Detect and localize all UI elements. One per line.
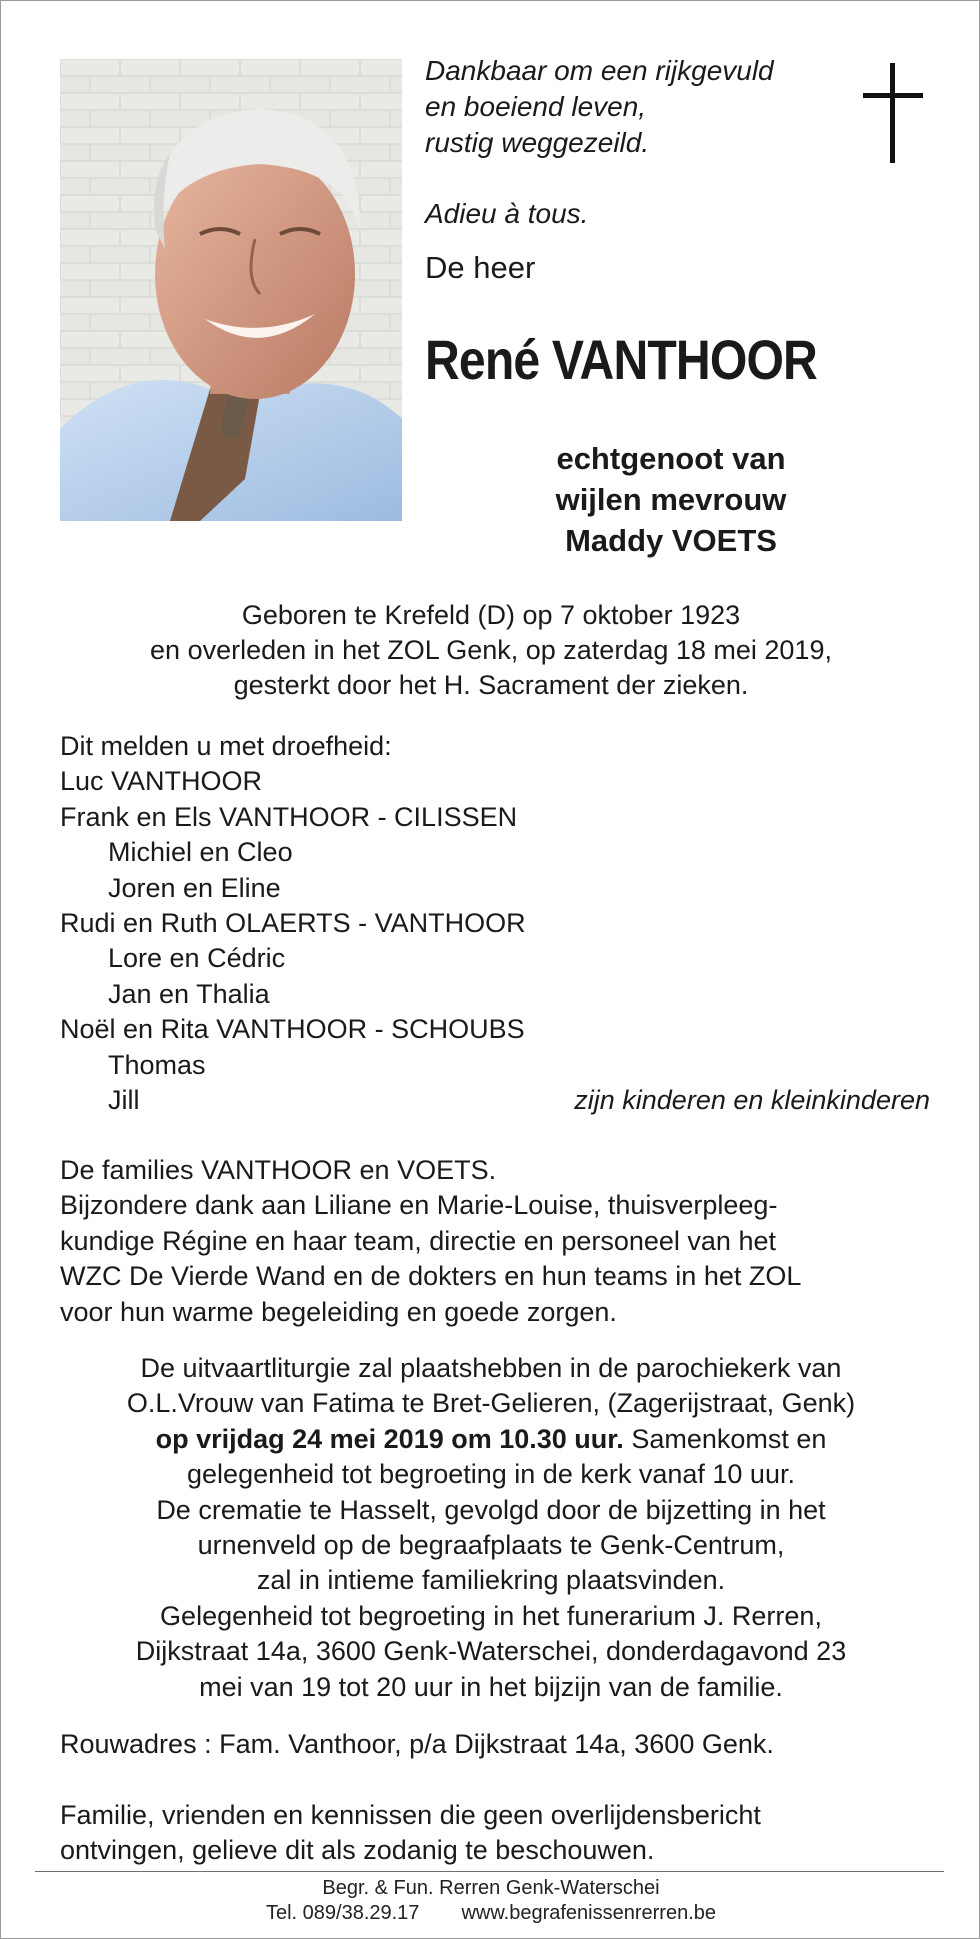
cross-icon [863,63,923,163]
birth-death-line: en overleden in het ZOL Genk, op zaterdag 18 mei 2019, [150,635,832,665]
family-member: Jill [108,1084,140,1115]
farewell-text: Adieu à tous. [425,198,589,229]
family-member: Lore en Cédric [108,943,286,974]
opening-quote [425,53,845,161]
closing-line: ontvingen, gelieve dit als zodanig te beschouwen. [60,1835,655,1866]
footer-website[interactable]: www.begrafenissenrerren.be [461,1902,717,1924]
footer-company: Begr. & Fun. Rerren Genk-Waterschei [322,1877,660,1899]
family-intro: Dit melden u met droefheid: [60,731,392,761]
spouse-info [471,438,871,561]
family-member: Rudi en Ruth OLAERTS - VANTHOOR [60,907,526,938]
family-member-last [60,1083,930,1118]
family-list [60,729,930,1118]
footer-contact [1,1901,980,1926]
funeral-line: Dijkstraat 14a, 3600 Genk-Waterschei, donderdagavond 23 [135,1636,847,1667]
honorific: De heer [425,250,536,285]
quote-line: Dankbaar om een rijkgevuld [425,55,774,86]
funeral-line: gelegenheid tot begroeting in de kerk vanaf 10 uur. [187,1459,795,1490]
family-member: Thomas [108,1049,206,1080]
closing-line: Familie, vrienden en kennissen die geen overlijdensbericht [60,1800,761,1830]
family-member: Frank en Els VANTHOOR - CILISSEN [60,801,518,832]
thanks-line: WZC De Vierde Wand en de dokters en hun teams in het ZOL [60,1261,802,1292]
quote-line: en boeiend leven, [425,91,647,122]
mourning-address: Rouwadres : Fam. Vanthoor, p/a Dijkstraat 14a, 3600 Genk. [60,1729,774,1759]
family-member: Michiel en Cleo [108,837,293,868]
funeral-line: De uitvaartliturgie zal plaatshebben in de parochiekerk van [140,1353,842,1383]
quote-line: rustig weggezeild. [425,127,650,158]
birth-death-line: gesterkt door het H. Sacrament der zieken. [233,670,749,700]
funeral-line: mei van 19 tot 20 uur in het bijzijn van de familie. [199,1671,783,1702]
spouse-line: wijlen mevrouw [555,482,787,517]
funeral-date-line [41,1422,941,1457]
closing-note [60,1798,761,1869]
portrait-photo [60,59,402,521]
thanks-line: Bijzondere dank aan Liliane en Marie-Louise, thuisverpleeg- [60,1190,778,1221]
birth-death-info [61,598,921,703]
deceased-name: René VANTHOOR [425,328,817,391]
spouse-line: echtgenoot van [556,441,786,476]
family-relation: zijn kinderen en kleinkinderen [574,1084,930,1115]
thanks-line: voor hun warme begeleiding en goede zorgen. [60,1296,617,1327]
spouse-line: Maddy VOETS [565,523,777,558]
funeral-line: urnenveld op de begraafplaats te Genk-Centrum, [197,1530,785,1561]
funeral-line: Gelegenheid tot begroeting in het funerarium J. Rerren, [160,1600,822,1631]
funeral-line: O.L.Vrouw van Fatima te Bret-Gelieren, (Zagerijstraat, Genk) [126,1388,856,1419]
acknowledgements [60,1153,940,1330]
family-member: Noël en Rita VANTHOOR - SCHOUBS [60,1014,525,1045]
family-member: Luc VANTHOOR [60,766,263,797]
family-member: Joren en Eline [108,872,281,903]
thanks-line: kundige Régine en haar team, directie en personeel van het [60,1225,776,1256]
funeral-line: zal in intieme familiekring plaatsvinden. [256,1565,726,1596]
footer-phone: Tel. 089/38.29.17 [265,1902,420,1924]
funeral-details [41,1351,941,1705]
funeral-date-rest: Samenkomst en [623,1423,827,1454]
footer-divider [35,1871,944,1872]
birth-death-line: Geboren te Krefeld (D) op 7 oktober 1923 [241,600,741,630]
family-member: Jan en Thalia [108,978,270,1009]
funeral-date: op vrijdag 24 mei 2019 om 10.30 uur. [155,1423,624,1454]
funeral-line: De crematie te Hasselt, gevolgd door de bijzetting in het [156,1494,826,1525]
footer [1,1876,980,1926]
thanks-line: De families VANTHOOR en VOETS. [60,1155,497,1185]
